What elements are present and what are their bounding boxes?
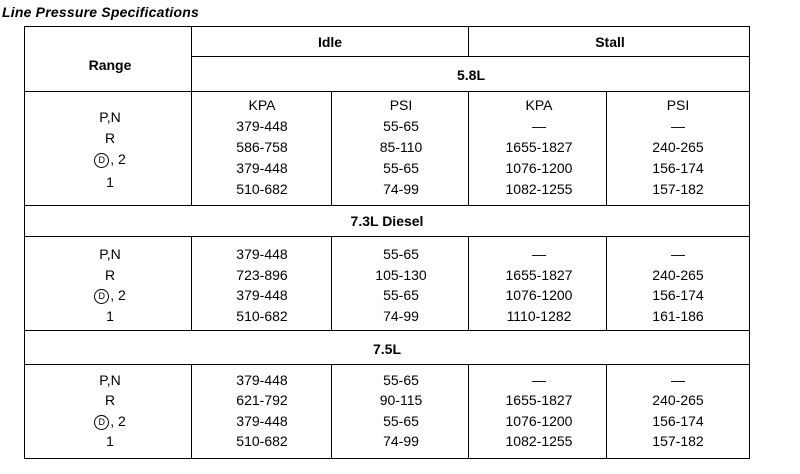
idle-psi-cell: 74-99 [383,308,419,324]
stall-header: Stall [595,34,625,50]
idle-kpa-cell: 586-758 [236,139,288,155]
section-title: 7.5L [372,341,401,357]
idle-kpa-cell: 510-682 [236,181,288,197]
stall-psi-cell: — [671,372,685,388]
idle-kpa-cell: 379-448 [236,372,288,388]
idle-stall-divider-header [468,26,469,57]
idle-kpa-cell: 379-448 [236,118,288,134]
range-cell: R [104,267,116,283]
idle-psi-cell: 74-99 [383,181,419,197]
range-cell [30,413,190,430]
stall-kpa-cell: — [532,246,546,262]
stall-kpa-cell: 1655-1827 [505,139,573,155]
section-divider [24,364,750,365]
idle-kpa-cell: 510-682 [236,308,288,324]
idle-psi-cell: 74-99 [383,433,419,449]
idle-kpa-cell: 379-448 [236,413,288,429]
range-cell: 1 [106,308,114,324]
idle-psi-cell: 55-65 [383,246,419,262]
range-cell-label: , 2 [110,151,126,167]
circled-d-icon: D [94,289,109,304]
idle-kpa-cell: 621-792 [236,392,288,408]
stall-kpa-cell: 1110-1282 [506,308,572,324]
stall-psi-cell: — [671,118,685,134]
unit-label: KPA [525,97,553,113]
idle-kpa-cell: 510-682 [236,433,288,449]
stall-kpa-cell: 1082-1255 [505,433,573,449]
range-cell-label: , 2 [110,413,126,429]
range-cell [30,151,190,168]
stall-kpa-cell: — [532,372,546,388]
stall-psi-cell: 156-174 [652,413,704,429]
range-cell: 1 [106,174,114,190]
idle-psi-cell: 55-65 [383,372,419,388]
section-divider [24,236,750,237]
stall-psi-cell: 240-265 [652,392,704,408]
idle-psi-cell: 90-115 [379,392,423,408]
unit-label: PSI [666,97,690,113]
stall-kpa-cell: 1655-1827 [505,392,573,408]
idle-kpa-cell: 723-896 [236,267,288,283]
idle-kpa-cell: 379-448 [236,287,288,303]
stall-psi-cell: 240-265 [652,139,704,155]
section-title: 5.8L [456,67,485,83]
stall-psi-cell: 240-265 [652,267,704,283]
unit-label: KPA [248,97,276,113]
idle-kpa-cell: 379-448 [236,160,288,176]
idle-psi-cell: 55-65 [383,287,419,303]
idle-psi-cell: 105-130 [375,267,427,283]
stall-psi-cell: 157-182 [652,181,704,197]
circled-d-icon: D [94,153,109,168]
stall-psi-cell: 161-186 [652,308,704,324]
range-header: Range [88,57,132,73]
idle-psi-cell: 85-110 [379,139,423,155]
range-cell: R [104,392,116,408]
stall-kpa-cell: 1655-1827 [505,267,573,283]
range-cell: P,N [99,109,121,125]
stall-kpa-cell: 1076-1200 [505,287,573,303]
stall-kpa-cell: 1076-1200 [505,413,573,429]
idle-psi-cell: 55-65 [383,118,419,134]
unit-label: PSI [389,97,413,113]
page-title: Line Pressure Specifications [2,4,200,20]
range-cell: P,N [99,246,121,262]
stall-kpa-cell: 1082-1255 [505,181,573,197]
idle-psi-cell: 55-65 [383,413,419,429]
section-divider [24,205,750,206]
idle-psi-cell: 55-65 [383,160,419,176]
idle-header: Idle [317,34,343,50]
stall-psi-cell: — [671,246,685,262]
range-cell: 1 [106,433,114,449]
stall-psi-cell: 156-174 [652,160,704,176]
range-cell: P,N [99,372,121,388]
range-cell: R [104,130,116,146]
section-title: 7.3L Diesel [350,213,424,229]
range-cell [30,287,190,304]
header-divider-engine [24,91,750,92]
header-divider-idle-stall [192,56,750,57]
circled-d-icon: D [94,415,109,430]
range-cell-label: , 2 [110,287,126,303]
section-divider [24,330,750,331]
stall-psi-cell: 157-182 [652,433,704,449]
stall-kpa-cell: — [532,118,546,134]
idle-kpa-cell: 379-448 [236,246,288,262]
stall-kpa-cell: 1076-1200 [505,160,573,176]
stall-psi-cell: 156-174 [652,287,704,303]
